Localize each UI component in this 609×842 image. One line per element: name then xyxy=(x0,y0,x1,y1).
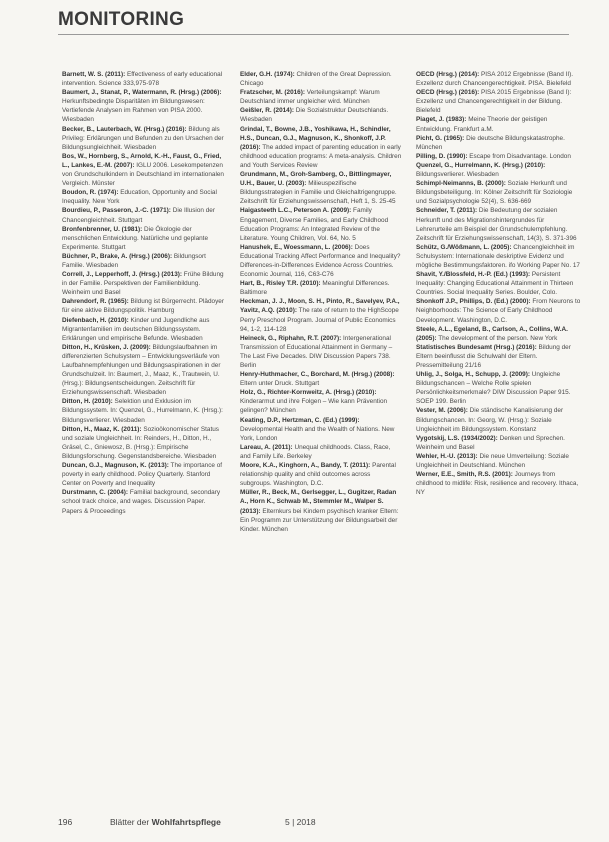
reference-details: Escape from Disadvantage. London xyxy=(467,152,571,160)
reference-details: Die Illusion der Chancengleichheit. Stuttgart xyxy=(62,207,215,224)
reference-details: Intergenerational Transmission of Educational Attainment in Germany – The Last Five Decades. DIW Discussion Papers 738. Berlin xyxy=(240,334,393,369)
reference-entry xyxy=(240,488,402,533)
reference-details: Journeys from childhood to midlife: Risk, resilience and recovery. Ithaca, NY xyxy=(416,471,579,497)
reference-authors: OECD (Hrsg.) (2016): xyxy=(416,89,480,97)
reference-authors: Keating, D.P., Hertzman, C. (Ed.) (1999): xyxy=(240,416,360,424)
reference-entry xyxy=(240,461,402,488)
reference-entry xyxy=(62,461,224,488)
reference-details: Sozioökonomischer Status und soziale Ungleichheit. In: Reinders, H., Ditton, H., Gräsel, C., Gniewosz, B. (Hrsg.): Empirische Bildungsforschung. Gegenstandsbereiche. Wiesbaden xyxy=(62,425,219,460)
reference-authors: Statistisches Bundesamt (Hrsg.) (2016): xyxy=(416,343,537,351)
reference-entry xyxy=(62,125,224,152)
reference-details: Education, Opportunity and Social Inequality. New York xyxy=(62,189,217,206)
journal-name xyxy=(110,817,221,827)
reference-details: Meine Theorie der geistigen Entwicklung. Frankfurt a.M. xyxy=(416,116,548,133)
reference-authors: Grundmann, M., Groh-Samberg, O., Bittlingmayer, U.H., Bauer, U. (2003): xyxy=(240,171,392,188)
reference-details: Children of the Great Depression. Chicago xyxy=(240,71,392,88)
reference-authors: Vygotskij, L.S. (1934/2002): xyxy=(416,434,498,442)
reference-details: Kinder und Jugendliche aus Migrantenfamilien im deutschen Bildungssystem. Erklärungen und empirische Befunde. Wiesbaden xyxy=(62,316,210,342)
reference-authors: Werner, E.E., Smith, R.S. (2001): xyxy=(416,471,513,479)
reference-details: PISA 2015 Ergebnisse (Band I): Exzellenz und Chancengerechtigkeit in der Bildung. Bielefeld xyxy=(416,89,572,115)
reference-entry xyxy=(240,334,402,370)
reference-entry xyxy=(62,488,224,515)
reference-entry xyxy=(416,370,581,406)
reference-authors: Shavit, Y./Blossfeld, H.-P. (Ed.) (1993): xyxy=(416,271,531,279)
reference-entry xyxy=(416,70,581,88)
reference-authors: Ditton, H., Krüsken, J. (2009): xyxy=(62,343,151,351)
reference-authors: Grindal, T., Bowne, J.B., Yoshikawa, H., Schindler, H.S., Duncan, G.J., Magnuson, K., Shonkoff, J.P. (2016): xyxy=(240,125,391,151)
reference-authors: Bronfenbrenner, U. (1981): xyxy=(62,225,143,233)
reference-entry xyxy=(240,170,402,206)
reference-authors: Ditton, H., Maaz, K. (2011): xyxy=(62,425,142,433)
reference-details: Bildungslaufbahnen im differenzierten Schulsystem – Entwicklungsverläufe von Laufbahnempfehlungen und Bildungsaspirationen in der Grundschulzeit. In: Baumert, J., Maaz, K., Trautwein, U. (Hrsg.): Bildungsentscheidungen. Zeitschrift für Erziehungswissenschaft. Wiesbaden xyxy=(62,343,221,397)
reference-details: Unequal childhoods. Class, Race, and Family Life. Berkeley xyxy=(240,443,391,460)
reference-entry xyxy=(240,88,402,106)
reference-details: Selektion und Exklusion im Bildungssystem. In: Quenzel, G., Hurrelmann, K. (Hrsg.): Bildungsverlierer. Wiesbaden xyxy=(62,398,223,424)
reference-entry xyxy=(62,270,224,297)
reference-entry xyxy=(240,416,402,443)
reference-entry xyxy=(240,106,402,124)
reference-details: Eltern unter Druck. Stuttgart xyxy=(240,380,320,388)
reference-entry xyxy=(416,343,581,370)
reference-details: The added impact of parenting education in early childhood education programs: A meta-analysis. Children and Youth Services Review xyxy=(240,143,402,169)
reference-entry xyxy=(62,397,224,424)
reference-details: Meaningful Differences. Baltimore xyxy=(240,280,390,297)
reference-details: Die ständische Kanalisierung der Bildungschancen. In: Georg, W. (Hrsg.): Soziale Ungleichheit im Bildungssystem. Konstanz xyxy=(416,407,564,433)
reference-authors: Büchner, P., Brake, A. (Hrsg.) (2006): xyxy=(62,252,173,260)
reference-details: Effectiveness of early educational intervention. Science 333,975-978 xyxy=(62,71,223,88)
reference-details: Elternkurs bei Kindern psychisch kranker Eltern: Ein Programm zur Unterstützung der Bildungsarbeit der Kinder. München xyxy=(240,507,399,533)
reference-entry xyxy=(416,152,581,161)
reference-details: Denken und Sprechen. Weinheim und Basel xyxy=(416,434,565,451)
reference-details: Bildung ist Bürgerrecht. Plädoyer für eine aktive Bildungspolitik. Hamburg xyxy=(62,298,224,315)
reference-authors: Ditton, H. (2010): xyxy=(62,398,113,406)
reference-authors: Schütz, G./Wößmann, L. (2005): xyxy=(416,243,512,251)
reference-entry xyxy=(240,370,402,388)
reference-entry xyxy=(240,279,402,297)
reference-authors: Haigasteeth L.C., Peterson A. (2009): xyxy=(240,207,352,215)
reference-authors: Geißler, R. (2014): xyxy=(240,107,294,115)
reference-authors: Steele, A.L., Egeland, B., Carlson, A., Collins, W.A. (2005): xyxy=(416,325,568,342)
reference-details: Bildung der Eltern beeinflusst die Schulwahl der Eltern. Pressemitteilung 21/16 xyxy=(416,343,571,369)
reference-authors: Uhlig, J., Solga, H., Schupp, J. (2009): xyxy=(416,371,530,379)
reference-entry xyxy=(416,470,581,497)
reference-authors: Durstmann, C. (2004): xyxy=(62,489,129,497)
reference-authors: OECD (Hrsg.) (2014): xyxy=(416,71,480,78)
reference-details: Family Engagement, Diverse Families, and Early Childhood Education Programs: An Integrated Review of the Literature. Young Children, Vol. 64, No. 5 xyxy=(240,207,389,242)
reference-details: Die Sozialstruktur Deutschlands. Wiesbaden xyxy=(240,107,389,124)
reference-authors: Correll, J., Lepperhoff, J. (Hrsg.) (2013): xyxy=(62,271,183,279)
reference-authors: Diefenbach, H. (2010): xyxy=(62,316,129,324)
reference-details: Herkunftsbedingte Disparitäten im Bildungswesen: Vertiefende Analysen im Rahmen von PISA 2000. Wiesbaden xyxy=(62,98,205,124)
reference-authors: Henry-Huthmacher, C., Borchard, M. (Hrsg.) (2008): xyxy=(240,371,395,379)
reference-details: Chancengleichheit im Schulsystem: Internationale deskriptive Evidenz und mögliche Bestimmungsfaktoren. ifo Working Paper No. 17 xyxy=(416,243,580,269)
reference-entry xyxy=(240,243,402,279)
reference-entry xyxy=(416,325,581,343)
reference-details: Bildungsort Familie. Wiesbaden xyxy=(62,252,206,269)
reference-details: Developmental Health and the Wealth of Nations. New York, London xyxy=(240,425,395,442)
reference-entry xyxy=(62,425,224,461)
reference-entry xyxy=(62,297,224,315)
reference-authors: Quenzel, G., Hurrelmann, K. (Hrsg.) (2010): xyxy=(416,161,546,169)
reference-entry xyxy=(240,388,402,415)
reference-authors: Heineck, G., Riphahn, R.T. (2007): xyxy=(240,334,342,342)
reference-details: Familial background, secondary school track choice, and wages. Discussion Paper. Papers & Proceedings xyxy=(62,489,221,515)
reference-authors: Shonkoff J.P., Phillips, D. (Ed.) (2000): xyxy=(416,298,531,306)
reference-authors: Piaget, J. (1983): xyxy=(416,116,467,124)
reference-details: Soziale Herkunft und Bildungsbeteiligung. In: Kölner Zeitschrift für Soziologie und Sozialpsychologie 52(4), S. 636-669 xyxy=(416,180,573,206)
reference-details: Parental relationship quality and child outcomes across subgroups. Washington, D.C. xyxy=(240,462,396,488)
reference-details: PISA 2012 Ergebnisse (Band II). Exzellenz durch Chancengerechtigkeit. PISA. Bielefeld xyxy=(416,71,574,88)
reference-entry xyxy=(416,434,581,452)
reference-authors: Müller, R., Beck, M., Gerlsegger, L., Gugitzer, Radan A., Horn K., Schwab M., Stemmler M., Walper S. (2013): xyxy=(240,489,397,515)
reference-authors: Boudon, R. (1974): xyxy=(62,189,119,197)
reference-details: Die Ökologie der menschlichen Entwicklung. Natürliche und geplante Experimente. Stuttgart xyxy=(62,225,209,251)
reference-details: Frühe Bildung in der Familie. Perspektiven der Familienbildung. Weinheim und Basel xyxy=(62,271,224,297)
reference-entry xyxy=(416,206,581,242)
section-title: MONITORING xyxy=(58,9,185,30)
reference-entry xyxy=(62,70,224,88)
reference-entry xyxy=(416,243,581,270)
reference-entry xyxy=(240,206,402,242)
reference-details: Milieuspezifische Bildungsstrategien in Familie und Gleichaltrigengruppe. Zeitschrift für Erziehungswissenschaft, Heft 1, S. 25-45 xyxy=(240,180,397,206)
reference-entry xyxy=(62,206,224,224)
reference-authors: Wehler, H.-U. (2013): xyxy=(416,452,478,460)
reference-entry xyxy=(416,134,581,152)
reference-entry xyxy=(416,452,581,470)
reference-authors: Lareau, A. (2011): xyxy=(240,443,293,451)
reference-column-1 xyxy=(62,70,224,516)
reference-authors: Pilling, D. (1990): xyxy=(416,152,468,160)
reference-details: Does Educational Tracking Affect Performance and Inequality? Differences-in-Differences Evidence Across Countries. Economic Journal, 116, C63-C76 xyxy=(240,243,401,279)
reference-entry xyxy=(416,179,581,206)
reference-column-3 xyxy=(416,70,581,497)
reference-details: Die neue Umverteilung: Soziale Ungleichheit in Deutschland. München xyxy=(416,452,569,470)
reference-entry xyxy=(62,88,224,124)
reference-details: Bildung als Privileg: Erklärungen und Befunden zu den Ursachen der Bildungsungleichheit. Wiesbaden xyxy=(62,125,224,151)
reference-authors: Elder, G.H. (1974): xyxy=(240,71,295,78)
reference-authors: Schneider, T. (2011): xyxy=(416,207,478,215)
reference-entry xyxy=(62,252,224,270)
reference-details: Bildungsverlierer. Wiesbaden xyxy=(416,171,499,179)
reference-authors: Bourdieu, P., Passeron, J.-C. (1971): xyxy=(62,207,171,215)
reference-details: The rate of return to the HighScope Perry Preschool Program. Journal of Public Economics 94, 1-2, 114-128 xyxy=(240,307,399,333)
reference-details: IGLU 2006. Lesekompetenzen von Grundschulkindern in Deutschland im internationalen Vergleich. Münster xyxy=(62,161,224,188)
reference-entry xyxy=(62,188,224,206)
reference-entry xyxy=(62,343,224,398)
reference-authors: Becker, B., Lauterbach, W. (Hrsg.) (2016): xyxy=(62,125,187,133)
page-number: 196 xyxy=(58,817,73,827)
reference-column-2 xyxy=(240,70,402,534)
reference-entry xyxy=(416,161,581,179)
reference-details: The importance of poverty in early childhood. Policy Quarterly. Stanford Center on Poverty and Inequality xyxy=(62,462,223,488)
journal-name-prefix: Blätter der xyxy=(110,817,152,827)
reference-authors: Hanushek, E., Woessmann, L. (2006): xyxy=(240,243,353,251)
reference-entry xyxy=(62,225,224,252)
reference-authors: Schimpl-Neimanns, B. (2000): xyxy=(416,180,506,188)
reference-authors: Fratzscher, M. (2016): xyxy=(240,89,305,97)
reference-authors: Holz, G., Richter-Kornweitz, A. (Hrsg.) (2010): xyxy=(240,389,377,397)
issue-number: 5 | 2018 xyxy=(285,817,316,827)
reference-details: From Neurons to Neighborhoods: The Science of Early Childhood Development. Washington, D.C. xyxy=(416,298,581,324)
reference-details: Ungleiche Bildungschancen – Welche Rolle spielen Persönlichkeitsmerkmale? DIW Discussion Paper 915. SOEP 199. Berlin xyxy=(416,371,571,406)
reference-entry xyxy=(62,152,224,188)
reference-entry xyxy=(416,297,581,324)
reference-entry xyxy=(240,297,402,333)
reference-details: The development of the person. New York xyxy=(436,334,558,342)
reference-details: Kinderarmut und ihre Folgen – Wie kann Prävention gelingen? München xyxy=(240,398,388,415)
reference-authors: Dahrendorf, R. (1965): xyxy=(62,298,129,306)
reference-authors: Moore, K.A., Kinghorn, A., Bandy, T. (2011): xyxy=(240,462,371,470)
reference-details: Die Bedeutung der sozialen Herkunft und des Migrationshintergrundes für Lehrerurteile am Beispiel der Grundschulempfehlung. Zeitschrift für Erziehungswissenschaft, 14(3), S. 371-396 xyxy=(416,207,577,242)
reference-entry xyxy=(416,88,581,115)
header-divider xyxy=(58,34,569,35)
reference-authors: Duncan, G.J., Magnuson, K. (2013): xyxy=(62,462,169,470)
reference-details: Die deutsche Bildungskatastrophe. München xyxy=(416,134,565,151)
reference-authors: Hart, B., Risley T.R. (2010): xyxy=(240,280,321,288)
reference-entry xyxy=(416,115,581,133)
reference-entry xyxy=(240,70,402,88)
reference-entry xyxy=(416,406,581,433)
journal-name-bold: Wohlfahrtspflege xyxy=(151,817,221,827)
reference-authors: Barnett, W. S. (2011): xyxy=(62,71,126,78)
reference-authors: Picht, G. (1965): xyxy=(416,134,465,142)
reference-details: Verteilungskampf: Warum Deutschland immer ungleicher wird. München xyxy=(240,89,380,106)
reference-authors: Bos, W., Hornberg, S., Arnold, K.-H., Faust, G., Fried, L., Lankes, E.-M. (2007): xyxy=(62,152,222,169)
reference-details: Persistent Inequality: Changing Educational Attainment in Thirteen Countries. Social Inequality Series. Boulder, Colo. xyxy=(416,271,574,297)
reference-authors: Vester, M. (2006): xyxy=(416,407,468,415)
reference-authors: Heckman, J. J., Moon, S. H., Pinto, R., Savelyev, P.A., Yavitz, A.Q. (2010): xyxy=(240,298,400,315)
reference-authors: Baumert, J., Stanat, P., Watermann, R. (Hrsg.) (2006): xyxy=(62,89,222,97)
reference-entry xyxy=(416,270,581,297)
reference-entry xyxy=(240,443,402,461)
reference-entry xyxy=(62,316,224,343)
reference-entry xyxy=(240,125,402,170)
